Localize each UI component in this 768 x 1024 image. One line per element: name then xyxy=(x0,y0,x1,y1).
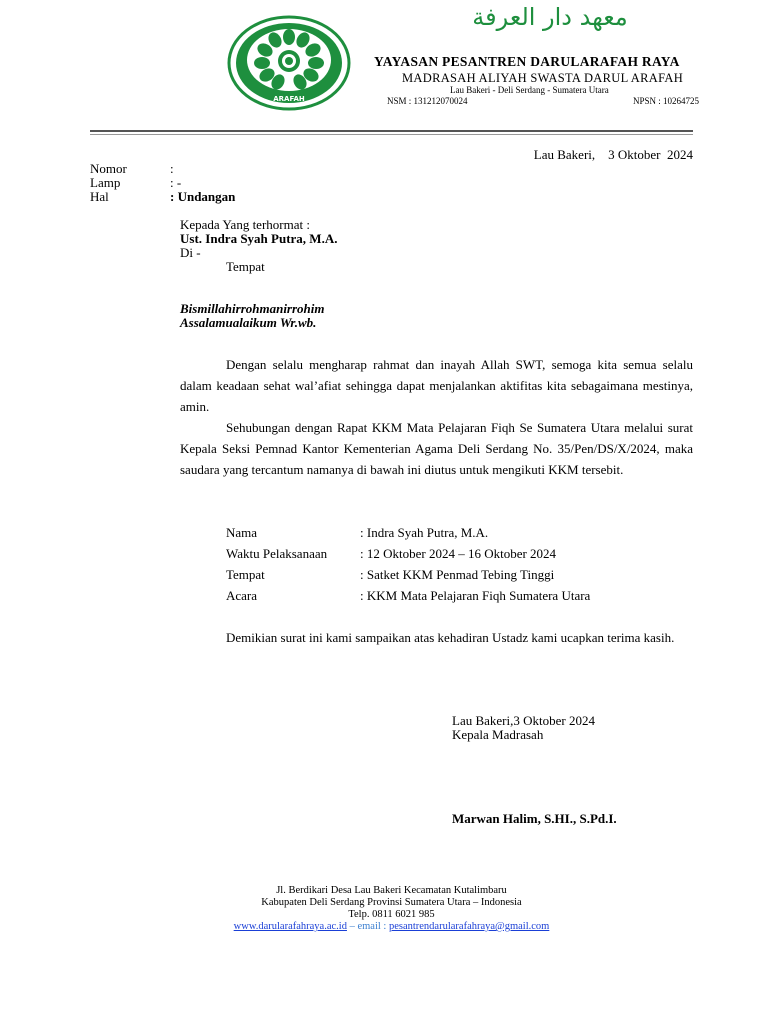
arabic-title: معهد دار العرفة xyxy=(472,3,628,31)
recipient-greeting: Kepada Yang terhormat : xyxy=(180,217,310,232)
email-link[interactable]: pesantrendarularafahraya@gmail.com xyxy=(388,921,550,932)
paragraph-reference: Sehubungan dengan Rapat KKM Mata Pelajaran Fiqh Se Sumatera Utara melalui surat Kepala Seksi Pemnad Kantor Kementerian Agama Deli Serdang No. 35/Pen/DS/X/2024, maka saudara yang tercantum namanya di bawah ini diutus untuk mengikuti KKM tersebit. xyxy=(180,420,693,477)
signatory-name: Marwan Halim, S.HI., S.Pd.I. xyxy=(452,811,617,826)
detail-label-waktu: Waktu Pelaksanaan xyxy=(226,546,328,561)
signature-title: Kepala Madrasah xyxy=(452,727,544,742)
detail-value-nama: : Indra Syah Putra, M.A. xyxy=(360,525,489,540)
organization-name: YAYASAN PESANTREN DARULARAFAH RAYA xyxy=(374,54,680,69)
website-link[interactable]: www.darularafahraya.ac.id xyxy=(233,921,347,932)
logo-text: ARAFAH xyxy=(273,95,305,103)
detail-value-waktu: : 12 Oktober 2024 – 16 Oktober 2024 xyxy=(360,546,557,561)
header-divider-thin xyxy=(90,134,693,135)
meta-value-lamp: : - xyxy=(170,175,182,190)
meta-label-nomor: Nomor xyxy=(90,161,127,176)
footer-phone: Telp. 0811 6021 985 xyxy=(348,909,435,920)
meta-label-lamp: Lamp xyxy=(90,175,121,190)
footer-address-1: Jl. Berdikari Desa Lau Bakeri Kecamatan Kutalimbaru xyxy=(276,885,507,896)
detail-label-nama: Nama xyxy=(226,525,258,540)
paragraph-closing: Demikian surat ini kami sampaikan atas kehadiran Ustadz kami ucapkan terima kasih. xyxy=(226,630,675,645)
npsn-number: NPSN : 10264725 xyxy=(633,96,700,106)
letter-date: Lau Bakeri, 3 Oktober 2024 xyxy=(533,147,693,162)
salam: Assalamualaikum Wr.wb. xyxy=(180,315,317,330)
meta-value-nomor: : xyxy=(170,161,174,176)
paragraph-opening: Dengan selalu mengharap rahmat dan inayah Allah SWT, semoga kita semua selalu dalam keadaan sehat wal’afiat sehingga dapat menjalankan aktifitas kita sebagaimana mestinya, amin. xyxy=(180,357,693,414)
meta-label-hal: Hal xyxy=(90,189,109,204)
header-address: Lau Bakeri - Deli Serdang - Sumatera Utara xyxy=(450,85,609,95)
email-separator: – email : xyxy=(346,921,389,932)
recipient-place: Tempat xyxy=(226,259,265,274)
signature-date: Lau Bakeri,3 Oktober 2024 xyxy=(452,713,595,728)
detail-label-acara: Acara xyxy=(226,588,258,603)
header-divider xyxy=(90,130,693,132)
nsm-number: NSM : 131212070024 xyxy=(387,96,468,106)
footer-address-2: Kabupaten Deli Serdang Provinsi Sumatera Utara – Indonesia xyxy=(261,897,522,908)
school-name: MADRASAH ALIYAH SWASTA DARUL ARAFAH xyxy=(402,71,684,85)
recipient-name: Ust. Indra Syah Putra, M.A. xyxy=(180,231,338,246)
footer-contact xyxy=(90,921,693,933)
basmalah: Bismillahirrohmanirrohim xyxy=(180,301,325,316)
detail-value-acara: : KKM Mata Pelajaran Fiqh Sumatera Utara xyxy=(360,588,591,603)
detail-value-tempat: : Satket KKM Penmad Tebing Tinggi xyxy=(360,567,555,582)
recipient-di: Di - xyxy=(180,245,201,260)
detail-label-tempat: Tempat xyxy=(226,567,265,582)
meta-value-hal: : Undangan xyxy=(170,189,236,204)
arafah-logo xyxy=(227,15,351,111)
